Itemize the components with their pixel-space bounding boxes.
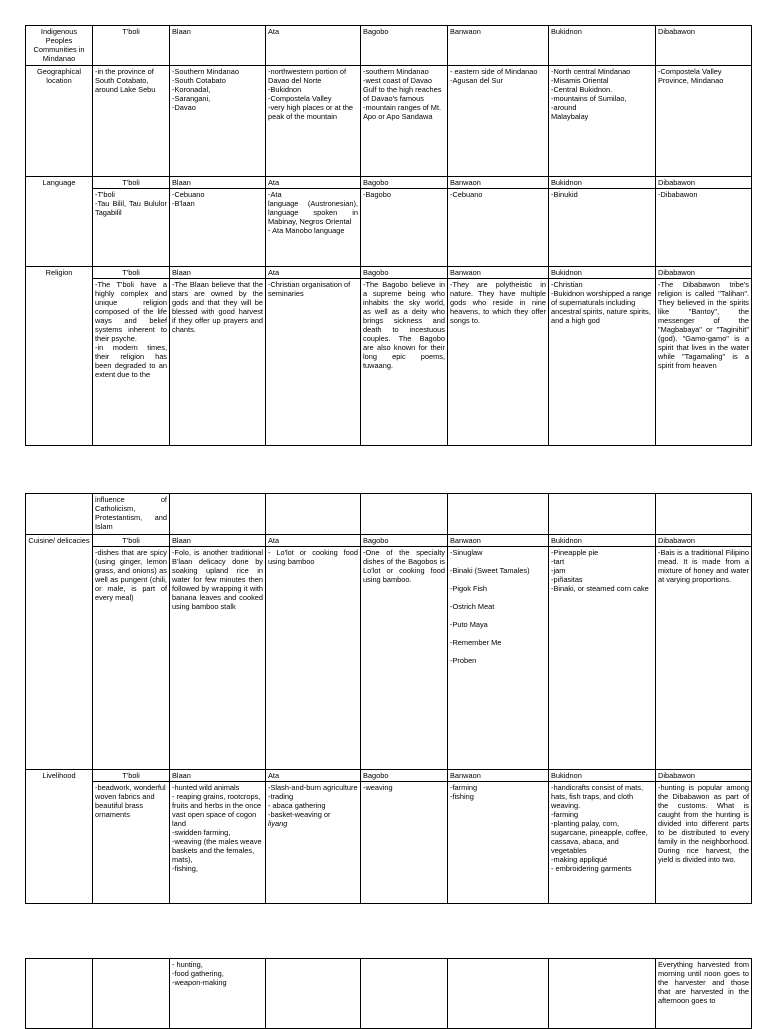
- lang-header-tboli: T'boli: [93, 177, 170, 189]
- livelihood-header-bukidnon: Bukidnon: [549, 770, 656, 782]
- livelihood-ata: [266, 782, 361, 904]
- livelihood-header-bagobo: Bagobo: [361, 770, 448, 782]
- geo-label: Geographical location: [26, 66, 93, 177]
- geo-dibabawon: [656, 66, 752, 177]
- header-row: [26, 26, 752, 66]
- cell-line: liyang: [268, 819, 288, 829]
- lang-bagobo: [361, 189, 448, 267]
- cuisine-dibabawon: [656, 547, 752, 770]
- cuisine-header-blaan: Blaan: [170, 535, 266, 547]
- cell-line: - eastern side of Mindanao: [450, 67, 538, 76]
- lang-header-row: [26, 177, 752, 189]
- rel-banwaon: [448, 279, 549, 446]
- cell-line: -Bukidnon: [268, 85, 302, 95]
- cell-line: -Compostela Valley: [268, 94, 332, 104]
- cell-line: language (Austronesian), language spoken in Mabinay, Negros Oriental: [268, 199, 361, 227]
- cell-line: -trading: [268, 792, 294, 802]
- cell-line: -South Cotabato: [172, 76, 226, 86]
- cell-line: -hunting is popular among the Dibabawon as part of the customs. What is caught from the hunting is divided into different parts to be distributed to every family in the neighborhood. During rice harvest, the yield is divided into two.: [658, 783, 752, 865]
- cell-line: -swidden farming,: [172, 828, 231, 838]
- t3-bukidnon: [549, 959, 656, 1029]
- lang-dibabawon: [656, 189, 752, 267]
- cell-line: -The Dibabawon tribe's religion is called "Talihan". They believed in the spirits like "Bantoy", the messenger of the "Magbabaya" or "Taginihit" (god). "Gamo-gamo" is a spirit that lives in the water while "Tagamaling" is a spirit from heaven: [658, 280, 752, 371]
- cell-line: -Ata: [268, 190, 282, 200]
- cell-line: - hunting,: [172, 960, 203, 969]
- cell-line: -mountains of Sumilao,: [551, 94, 627, 104]
- cuisine-ata: [266, 547, 361, 770]
- cell-line: -Cebuano: [172, 190, 205, 200]
- cell-line: -The T'boli have a highly complex and unique religion composed of the life ways and belief systems inherent to their psyche.: [95, 280, 170, 344]
- rel-cont-ata: [266, 494, 361, 535]
- livelihood-header-blaan: Blaan: [170, 770, 266, 782]
- rel-cont-blaan: [170, 494, 266, 535]
- cell-line: - embroidering garments: [551, 864, 632, 874]
- rel-tboli: [93, 279, 170, 446]
- header-bagobo: Bagobo: [361, 26, 448, 66]
- livelihood-tboli: [93, 782, 170, 904]
- lang-ata: [266, 189, 361, 267]
- livelihood-dibabawon: [656, 782, 752, 904]
- cell-line: -weaving: [363, 783, 393, 793]
- rel-header-blaan: Blaan: [170, 267, 266, 279]
- cuisine-label: Cuisine/ delicacies: [26, 535, 93, 770]
- cell-line: -The Blaan believe that the stars are owned by the gods and that they will be blessed with good harvest if they offer up prayers and chants.: [172, 280, 266, 335]
- rel-header-bagobo: Bagobo: [361, 267, 448, 279]
- header-label: Indigenous Peoples Communities in Mindanao: [26, 26, 93, 66]
- t3-label: [26, 959, 93, 1029]
- rel-header-row: [26, 267, 752, 279]
- ip-table-part-2: [25, 493, 752, 904]
- cell-line: influence of Catholicism, Protestantism, and Islam: [95, 495, 170, 532]
- livelihood-header-dibabawon: Dibabawon: [656, 770, 752, 782]
- cell-line: -fishing,: [172, 864, 198, 874]
- cuisine-tboli: [93, 547, 170, 770]
- cell-line: -hunted wild animals: [172, 783, 240, 793]
- livelihood-header-ata: Ata: [266, 770, 361, 782]
- cell-line: -dishes that are spicy (using ginger, lemon grass, and onions) as well as pungent (chili, or male, is part of every meal): [95, 548, 170, 603]
- cell-line: -Koronadal,: [172, 85, 211, 95]
- rel-cont-dibabawon: [656, 494, 752, 535]
- cell-line: -piñasitas: [551, 575, 583, 585]
- ip-table-part-1: [25, 25, 752, 446]
- cell-line: -Southern Mindanao: [172, 67, 239, 76]
- lang-header-bukidnon: Bukidnon: [549, 177, 656, 189]
- ip-table-part-3: [25, 958, 752, 1029]
- cell-line: - Lo'lot or cooking food using bamboo: [268, 548, 361, 567]
- cell-line: -Christian organisation of seminaries: [268, 280, 353, 299]
- cell-line: -B'laan: [172, 199, 195, 209]
- header-banwaon: Banwaon: [448, 26, 549, 66]
- cell-line: -Binaki (Sweet Tamales): [450, 566, 530, 576]
- lang-header-ata: Ata: [266, 177, 361, 189]
- cell-line: -in modern times, their religion has been degraded to an extent due to the: [95, 343, 170, 380]
- livelihood-blaan: [170, 782, 266, 904]
- geo-banwaon: [448, 66, 549, 177]
- lang-label: Language: [26, 177, 93, 267]
- livelihood-header-banwaon: Banwaon: [448, 770, 549, 782]
- cell-line: -food gathering,: [172, 969, 224, 979]
- rel-row: [26, 279, 752, 446]
- rel-header-ata: Ata: [266, 267, 361, 279]
- cell-line: - reaping grains, rootcrops, fruits and herbs in the once vast open space of cogon land: [172, 792, 264, 829]
- lang-bukidnon: [549, 189, 656, 267]
- rel-cont-tboli: [93, 494, 170, 535]
- lang-banwaon: [448, 189, 549, 267]
- livelihood-label: Livelihood: [26, 770, 93, 904]
- cell-line: -planting palay, corn, sugarcane, pineapple, coffee, cassava, abaca, and vegetables: [551, 819, 650, 856]
- cuisine-banwaon: [448, 547, 549, 770]
- cuisine-blaan: [170, 547, 266, 770]
- cuisine-header-dibabawon: Dibabawon: [656, 535, 752, 547]
- cell-line: -farming: [551, 810, 579, 820]
- rel-bukidnon: [549, 279, 656, 446]
- cuisine-row: [26, 547, 752, 770]
- cell-line: -Davao: [172, 103, 196, 113]
- cell-line: -Dibabawon: [658, 190, 698, 200]
- rel-label: Religion: [26, 267, 93, 446]
- cell-line: -Folo, is another traditional B'laan delicacy done by soaking upland rice in water for few minutes then followed by wrapping it with banana leaves and cooked using bamboo stalk: [172, 548, 266, 612]
- header-ata: Ata: [266, 26, 361, 66]
- rel-ata: [266, 279, 361, 446]
- cuisine-bukidnon: [549, 547, 656, 770]
- cell-line: -Compostela Valley Province, Mindanao: [658, 67, 724, 86]
- cell-line: -Puto Maya: [450, 620, 488, 630]
- cell-line: -around: [551, 103, 577, 113]
- cell-line: - abaca gathering: [268, 801, 326, 811]
- cell-line: -jam: [551, 566, 566, 576]
- cell-line: -Cebuano: [450, 190, 483, 200]
- cell-line: -making appliqué: [551, 855, 608, 865]
- cuisine-header-ata: Ata: [266, 535, 361, 547]
- geo-tboli: [93, 66, 170, 177]
- cell-line: -fishing: [450, 792, 474, 802]
- t3-ata: [266, 959, 361, 1029]
- cell-line: -farming: [450, 783, 478, 793]
- header-dibabawon: Dibabawon: [656, 26, 752, 66]
- t3-tboli: [93, 959, 170, 1029]
- cell-line: -Proben: [450, 656, 477, 666]
- cell-line: -in the province of South Cotabato, around Lake Sebu: [95, 67, 156, 95]
- cuisine-header-banwaon: Banwaon: [448, 535, 549, 547]
- cell-line: -North central Mindanao: [551, 67, 631, 76]
- cell-line: -Christian: [551, 280, 583, 290]
- cell-line: -Pigok Fish: [450, 584, 487, 594]
- cell-line: -weapon-making: [172, 978, 227, 988]
- rel-header-banwaon: Banwaon: [448, 267, 549, 279]
- livelihood-header-row: [26, 770, 752, 782]
- cell-line: -tart: [551, 557, 565, 567]
- lang-blaan: [170, 189, 266, 267]
- t3-dibabawon: [656, 959, 752, 1029]
- lang-header-dibabawon: Dibabawon: [656, 177, 752, 189]
- lang-header-bagobo: Bagobo: [361, 177, 448, 189]
- rel-header-dibabawon: Dibabawon: [656, 267, 752, 279]
- cell-line: -T'boli: [95, 190, 115, 200]
- livelihood-banwaon: [448, 782, 549, 904]
- lang-header-banwaon: Banwaon: [448, 177, 549, 189]
- cuisine-header-row: [26, 535, 752, 547]
- cell-line: -mountain ranges of Mt. Apo or Apo Sandawa: [363, 103, 443, 122]
- rel-header-tboli: T'boli: [93, 267, 170, 279]
- cell-line: -Binaki, or steamed corn cake: [551, 584, 649, 594]
- t3-bagobo: [361, 959, 448, 1029]
- lang-tboli: [93, 189, 170, 267]
- cell-line: -very high places or at the peak of the mountain: [268, 103, 356, 122]
- cell-line: -Bukidnon worshipped a range of supernaturals including ancestral spirits, nature spirits, and a high god: [551, 289, 654, 326]
- rel-cont-bagobo: [361, 494, 448, 535]
- cell-line: -They are polytheistic in nature. They have multiple gods who reside in nine heavens, to which they offer songs to.: [450, 280, 549, 326]
- header-blaan: Blaan: [170, 26, 266, 66]
- cell-line: -Central Bukidnon.: [551, 85, 613, 95]
- rel-continuation-row: [26, 494, 752, 535]
- cell-line: -basket-weaving or: [268, 810, 331, 820]
- cell-line: -Bagobo: [363, 190, 391, 200]
- cuisine-header-tboli: T'boli: [93, 535, 170, 547]
- cell-line: -Bais is a traditional Filipino mead. It is made from a mixture of honey and water at varying proportions.: [658, 548, 752, 585]
- cell-line: -southern Mindanao: [363, 67, 429, 76]
- livelihood-header-tboli: T'boli: [93, 770, 170, 782]
- livelihood-row: [26, 782, 752, 904]
- lang-row: [26, 189, 752, 267]
- rel-cont-bukidnon: [549, 494, 656, 535]
- cuisine-header-bagobo: Bagobo: [361, 535, 448, 547]
- geo-row: [26, 66, 752, 177]
- cell-line: -Remember Me: [450, 638, 502, 648]
- cell-line: -Agusan del Sur: [450, 76, 503, 86]
- cell-line: -Sarangani,: [172, 94, 211, 104]
- cell-line: -beadwork, wonderful woven fabrics and beautiful brass ornaments: [95, 783, 168, 820]
- rel-cont-label: [26, 494, 93, 535]
- geo-bukidnon: [549, 66, 656, 177]
- cell-line: -Slash-and-burn agriculture: [268, 783, 358, 793]
- geo-ata: [266, 66, 361, 177]
- lang-header-blaan: Blaan: [170, 177, 266, 189]
- rel-dibabawon: [656, 279, 752, 446]
- cell-line: -Misamis Oriental: [551, 76, 609, 86]
- cell-line: -Pineapple pie: [551, 548, 599, 558]
- cell-line: -Binukid: [551, 190, 578, 200]
- livelihood-bukidnon: [549, 782, 656, 904]
- cell-line: -The Bagobo believe in a supreme being who inhabits the sky world, as well as a deity who brings sickness and death to incestuous couples. The Bagobo are also known for their long epic poems, tuwaang.: [363, 280, 448, 371]
- cell-line: -northwestern portion of Davao del Norte: [268, 67, 349, 86]
- geo-bagobo: [361, 66, 448, 177]
- cuisine-bagobo: [361, 547, 448, 770]
- t3-banwaon: [448, 959, 549, 1029]
- rel-blaan: [170, 279, 266, 446]
- livelihood-bagobo: [361, 782, 448, 904]
- cell-line: Everything harvested from morning until noon goes to the harvester and those that are harvested in the afternoon goes to: [658, 960, 752, 1006]
- cuisine-header-bukidnon: Bukidnon: [549, 535, 656, 547]
- geo-blaan: [170, 66, 266, 177]
- cell-line: -west coast of Davao Gulf to the high reaches of Davao's famous: [363, 76, 444, 104]
- rel-cont-banwaon: [448, 494, 549, 535]
- cell-line: -Tau Bilil, Tau Bululor Tagabilil: [95, 199, 169, 218]
- cell-line: -Sinuglaw: [450, 548, 483, 558]
- cell-line: -One of the specialty dishes of the Bagobos is Lo'lot or cooking food using bamboo.: [363, 548, 448, 585]
- livelihood-continuation-row: [26, 959, 752, 1029]
- header-tboli: T'boli: [93, 26, 170, 66]
- cell-line: -weaving (the males weave baskets and the females, mats),: [172, 837, 264, 865]
- cell-line: -handicrafts consist of mats, hats, fish traps, and cloth weaving.: [551, 783, 646, 811]
- rel-header-bukidnon: Bukidnon: [549, 267, 656, 279]
- cell-line: -Ostrich Meat: [450, 602, 495, 612]
- header-bukidnon: Bukidnon: [549, 26, 656, 66]
- t3-blaan: [170, 959, 266, 1029]
- rel-bagobo: [361, 279, 448, 446]
- cell-line: - Ata Manobo language: [268, 226, 345, 236]
- cell-line: Malaybalay: [551, 112, 589, 122]
